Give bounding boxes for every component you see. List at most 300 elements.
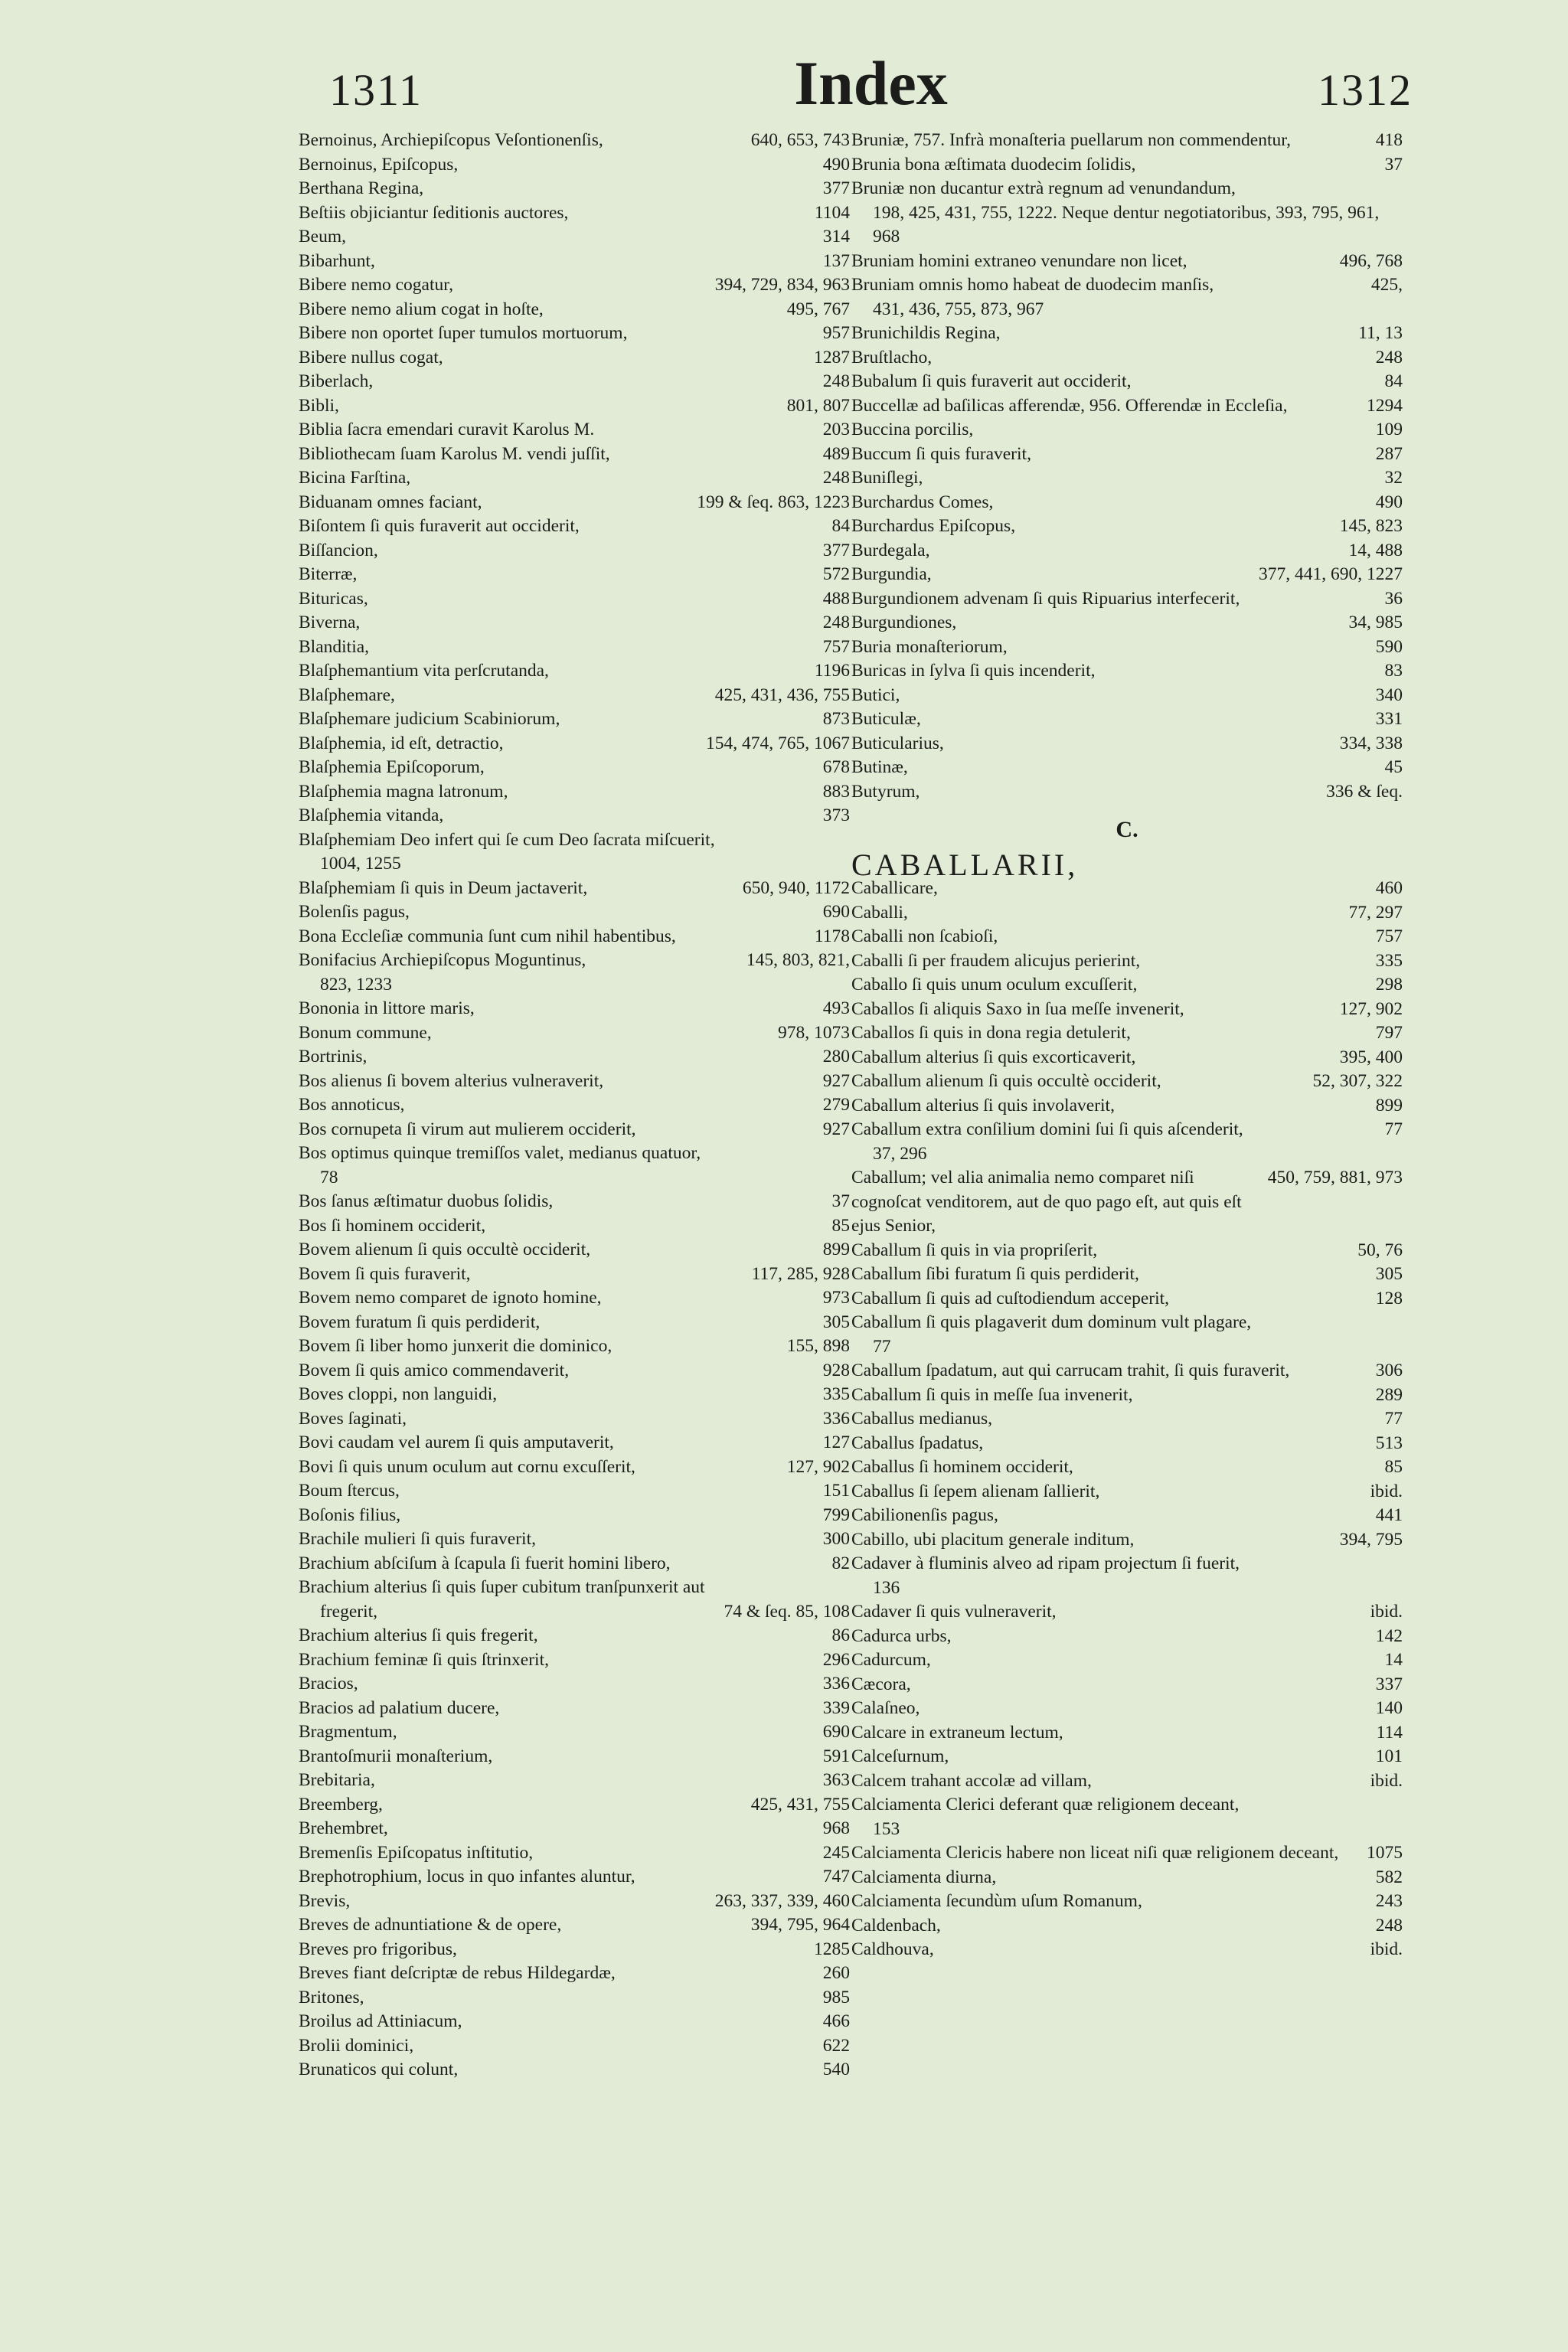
entry-term: Beſtiis objiciantur ſeditionis auctores,	[299, 202, 569, 223]
index-entry	[299, 1720, 850, 1745]
entry-term: Bovem ſi quis amico commendaverit,	[299, 1360, 570, 1380]
entry-pages: 425, 431, 755	[750, 1794, 850, 1815]
entry-pages: 757	[1375, 926, 1403, 946]
entry-pages: ibid.	[1370, 1939, 1403, 1959]
entry-term: Brachium abſciſum à ſcapula ſi fuerit homini libero,	[299, 1553, 671, 1573]
index-entry	[851, 1046, 1403, 1070]
entry-continuation: 77	[873, 1336, 891, 1357]
index-entry	[851, 611, 1403, 635]
index-entry	[299, 443, 850, 467]
entry-pages: 801, 807	[786, 395, 850, 416]
index-entry	[299, 1383, 850, 1407]
index-entry	[299, 273, 850, 298]
index-entry	[851, 1769, 1403, 1794]
entry-term: Biſſancion,	[299, 540, 378, 560]
entry-term: Biblia ſacra emendari curavit Karolus M.	[299, 420, 595, 439]
entry-term: Caballum; vel alia animalia nemo comparet niſi cognoſcat venditorem, aut de quo pago eſt, aut quis eſt ejus Senior,	[851, 1168, 1242, 1236]
entry-term: Cadurca urbs,	[851, 1625, 952, 1646]
entry-term: Butinæ,	[851, 757, 908, 777]
entry-pages: 690	[822, 902, 850, 922]
entry-pages: 77	[1384, 1409, 1403, 1429]
entry-term: Breemberg,	[299, 1794, 383, 1815]
index-entry	[851, 635, 1403, 660]
index-entry	[299, 707, 850, 732]
entry-term: Brephotrophium, locus in quo infantes aluntur,	[299, 1867, 635, 1886]
entry-term: Caballum ſibi furatum ſi quis perdiderit,	[851, 1264, 1139, 1284]
entry-pages: 540	[822, 2060, 850, 2079]
entry-pages: 1104	[814, 202, 850, 223]
entry-term: Cadurcum,	[851, 1650, 931, 1670]
index-entry	[299, 1504, 850, 1528]
entry-pages: 334, 338	[1339, 733, 1403, 753]
index-entry	[851, 346, 1403, 371]
entry-term: Bibere nemo alium cogat in hoſte,	[299, 299, 544, 319]
entry-pages: 883	[822, 781, 850, 802]
entry-pages: 336	[822, 1408, 850, 1429]
index-entry	[299, 1190, 850, 1214]
entry-pages: 280	[822, 1047, 850, 1067]
entry-term: Bernoinus, Archiepiſcopus Veſontionenſis,	[299, 130, 603, 150]
index-entry	[851, 443, 1403, 467]
entry-term: Cadaver ſi quis vulneraverit,	[851, 1602, 1057, 1622]
entry-term: Caballus ſi hominem occiderit,	[851, 1457, 1073, 1477]
index-entry	[299, 828, 850, 877]
entry-pages: 425, 431, 436, 755	[714, 684, 850, 705]
entry-term: Bruniæ, 757. Infrà monaſteria puellarum non commendentur,	[851, 130, 1292, 150]
entry-term: Bos optimus quinque tremiſſos valet, medianus quatuor,	[299, 1143, 701, 1163]
entry-pages: 495, 767	[786, 299, 850, 319]
entry-term: Blaſphemare judicium Scabiniorum,	[299, 709, 560, 729]
entry-pages: 957	[822, 323, 850, 343]
section-heading-c: C.	[1116, 817, 1138, 842]
entry-pages: 418	[1375, 130, 1403, 150]
entry-term: Boves ſaginati,	[299, 1408, 407, 1429]
index-entry	[851, 370, 1403, 394]
entry-pages: 85	[831, 1215, 850, 1236]
entry-term: Biſontem ſi quis furaverit aut occiderit,	[299, 516, 580, 536]
entry-continuation: 823, 1233	[320, 974, 392, 995]
entry-term: Bos ſi hominem occiderit,	[299, 1215, 486, 1236]
index-entry	[299, 177, 850, 201]
index-entry	[299, 418, 850, 443]
index-entry	[851, 1793, 1403, 1841]
entry-term: Bovem alienum ſi quis occultè occiderit,	[299, 1240, 591, 1259]
index-entry	[851, 780, 1403, 805]
entry-pages: 114	[1376, 1722, 1403, 1743]
index-entry	[851, 1600, 1403, 1625]
entry-pages: 34, 985	[1348, 612, 1403, 632]
index-entry	[851, 1263, 1403, 1287]
entry-pages: 306	[1375, 1361, 1403, 1380]
index-entry	[299, 2058, 850, 2082]
entry-pages: 339	[822, 1697, 850, 1718]
entry-pages: 86	[831, 1625, 850, 1645]
entry-pages: 373	[822, 805, 850, 825]
entry-pages: 582	[1375, 1867, 1403, 1887]
index-entry	[851, 1528, 1403, 1553]
index-entry	[299, 298, 850, 322]
entry-term: Bicina Farſtina,	[299, 468, 411, 488]
entry-term: Caldhouva,	[851, 1939, 934, 1959]
entry-term: Blaſphemia, id eſt, detractio,	[299, 733, 504, 753]
entry-pages: 873	[822, 709, 850, 729]
entry-term: Bovem ſi quis furaverit,	[299, 1263, 471, 1284]
entry-term: Calciamenta ſecundùm uſum Romanum,	[851, 1891, 1142, 1911]
page-number-left: 1311	[329, 65, 423, 115]
entry-term: Calciamenta Clerici deferant quæ religionem deceant,	[851, 1795, 1240, 1815]
entry-pages: 591	[822, 1746, 850, 1766]
entry-term: Caballi,	[851, 902, 908, 923]
entry-term: Caballum ſi quis ad cuſtodiendum acceperit,	[851, 1288, 1170, 1308]
left-column	[299, 129, 850, 2082]
index-entry	[299, 877, 850, 901]
index-entry	[851, 1625, 1403, 1649]
entry-term: Bovi caudam vel aurem ſi quis amputaverit,	[299, 1432, 614, 1452]
entry-pages: 968	[822, 1818, 850, 1838]
entry-term: Boſonis filius,	[299, 1504, 401, 1525]
index-entry	[299, 153, 850, 178]
entry-pages: 37	[1384, 154, 1403, 175]
entry-term: Brantoſmurii monaſterium,	[299, 1746, 493, 1766]
entry-term: Cæcora,	[851, 1674, 911, 1694]
index-entry	[299, 539, 850, 564]
index-entry	[851, 901, 1403, 926]
entry-pages: 279	[822, 1095, 850, 1115]
entry-pages: 45	[1384, 757, 1403, 777]
entry-term: Bibliothecam ſuam Karolus M. vendi juſſit,	[299, 443, 610, 464]
entry-continuation: 431, 436, 755, 873, 967	[873, 299, 1044, 319]
index-entry	[299, 1865, 850, 1890]
entry-term: Brunichildis Regina,	[851, 323, 1001, 343]
entry-term: Caballus ſi ſepem alienam ſallierit,	[851, 1481, 1100, 1501]
index-entry	[851, 466, 1403, 491]
entry-pages: 927	[822, 1119, 850, 1139]
entry-pages: 199 & ſeq. 863, 1223	[697, 492, 850, 512]
entry-term: Bonifacius Archiepiſcopus Moguntinus,	[299, 950, 586, 970]
index-entry	[299, 1817, 850, 1841]
index-entry	[851, 1648, 1403, 1673]
entry-term: Breves pro frigoribus,	[299, 1939, 457, 1959]
entry-term: Bruniam homini extraneo venundare non licet,	[851, 250, 1187, 271]
entry-pages: 140	[1375, 1698, 1403, 1718]
index-entry	[851, 539, 1403, 564]
entry-term: Bona Eccleſiæ communia ſunt cum nihil habentibus,	[299, 926, 676, 946]
right-column-c-entries	[851, 877, 1403, 1962]
index-entry	[851, 491, 1403, 515]
index-entry	[299, 1769, 850, 1793]
entry-pages: 14, 488	[1348, 540, 1403, 560]
index-entry	[299, 1913, 850, 1938]
entry-term: Bubalum ſi quis furaverit aut occiderit,	[851, 371, 1132, 391]
entry-pages: 1196	[814, 661, 850, 681]
entry-pages: 978, 1073	[778, 1022, 850, 1043]
entry-pages: 335	[1375, 950, 1403, 971]
page-title: Index	[794, 48, 948, 118]
entry-term: Burgundiones,	[851, 612, 957, 632]
entry-pages: 394, 795	[1339, 1529, 1403, 1550]
entry-term: Calciamenta Clericis habere non liceat niſi quæ religionem deceant,	[851, 1843, 1339, 1863]
index-entry	[851, 1697, 1403, 1721]
entry-pages: 336	[822, 1674, 850, 1694]
index-entry	[299, 1214, 850, 1239]
entry-term: Bonum commune,	[299, 1022, 432, 1043]
entry-term: Brunia bona æſtimata duodecim ſolidis,	[851, 154, 1136, 175]
index-entry	[851, 1239, 1403, 1263]
index-entry	[299, 1793, 850, 1818]
index-entry	[851, 1383, 1403, 1408]
entry-pages: 50, 76	[1357, 1240, 1403, 1260]
entry-term: Brunaticos qui colunt,	[299, 2060, 459, 2079]
entry-pages: 260	[822, 1963, 850, 1983]
index-entry	[851, 1480, 1403, 1504]
index-entry	[299, 1286, 850, 1311]
entry-pages: 314	[822, 227, 850, 247]
entry-term: Caballus medianus,	[851, 1409, 993, 1429]
index-entry	[299, 1021, 850, 1046]
index-entry	[851, 925, 1403, 949]
entry-pages: 11, 13	[1358, 323, 1403, 343]
entry-pages: 799	[822, 1504, 850, 1525]
index-entry	[299, 225, 850, 250]
index-entry	[299, 1624, 850, 1648]
entry-pages: 1178	[814, 926, 850, 946]
entry-term: Bortrinis,	[299, 1047, 368, 1067]
entry-term: Caballus ſpadatus,	[851, 1432, 984, 1453]
entry-term: Calciamenta diurna,	[851, 1867, 997, 1887]
index-entry	[299, 1334, 850, 1359]
entry-pages: 287	[1375, 443, 1403, 464]
entry-pages: 377	[822, 540, 850, 560]
index-entry	[851, 707, 1403, 732]
index-entry	[851, 1745, 1403, 1769]
index-entry	[851, 1721, 1403, 1746]
index-entry	[299, 1311, 850, 1335]
entry-term: Caballum alterius ſi quis involaverit,	[851, 1095, 1115, 1116]
entry-term: Caldenbach,	[851, 1915, 941, 1936]
entry-pages: 466	[822, 2011, 850, 2031]
entry-pages: 490	[1375, 492, 1403, 512]
entry-term: Beum,	[299, 227, 347, 247]
entry-term: Burgundia,	[851, 564, 932, 584]
entry-term: Caballicare,	[851, 878, 938, 898]
index-entry	[851, 1841, 1403, 1866]
entry-pages: 690	[822, 1722, 850, 1742]
entry-term: Burdegala,	[851, 540, 930, 560]
entry-pages: 1075	[1367, 1843, 1403, 1863]
entry-term: Caballum ſi quis plagaverit dum dominum vult plagare,	[851, 1312, 1252, 1332]
index-entry	[299, 129, 850, 153]
entry-term: Biverna,	[299, 612, 361, 632]
entry-pages: 377	[822, 178, 850, 198]
entry-pages: 490	[822, 154, 850, 175]
index-entry	[299, 635, 850, 660]
index-entry	[851, 1311, 1403, 1359]
index-entry	[851, 394, 1403, 419]
entry-pages: 425,	[1370, 275, 1403, 295]
entry-term: Breves fiant deſcriptæ de rebus Hildegardæ,	[299, 1963, 616, 1983]
index-entry	[851, 1432, 1403, 1456]
index-entry	[299, 587, 850, 612]
index-entry	[851, 1552, 1403, 1600]
entry-term: Bracios,	[299, 1674, 358, 1694]
entry-term: Biberlach,	[299, 371, 374, 391]
entry-pages: 155, 898	[786, 1336, 850, 1356]
entry-term: Bibere nemo cogatur,	[299, 275, 453, 295]
entry-term: Burchardus Comes,	[851, 492, 994, 512]
index-entry	[299, 394, 850, 419]
entry-pages: 151	[822, 1481, 850, 1501]
index-entry	[851, 1504, 1403, 1528]
entry-continuation: 136	[873, 1577, 900, 1598]
entry-term: Bibere nullus cogat,	[299, 347, 443, 368]
entry-pages: 127, 902	[786, 1456, 850, 1477]
entry-pages: 337	[1375, 1674, 1403, 1694]
entry-term: Brachium feminæ ſi quis ſtrinxerit,	[299, 1649, 549, 1670]
entry-pages: 128	[1375, 1288, 1403, 1308]
entry-term: Caballum alienum ſi quis occultè occiderit,	[851, 1071, 1161, 1091]
entry-pages: 496, 768	[1339, 250, 1403, 271]
entry-continuation: 37, 296	[873, 1143, 927, 1164]
index-entry	[851, 998, 1403, 1022]
entry-term: Brachium alterius ſi quis fregerit,	[299, 1625, 538, 1645]
entry-pages: 296	[822, 1649, 850, 1670]
index-entry	[299, 514, 850, 539]
entry-pages: ibid.	[1370, 1770, 1403, 1791]
entry-term: Britones,	[299, 1987, 364, 2007]
index-entry	[299, 2010, 850, 2034]
entry-term: Buccellæ ad baſilicas afferendæ, 956. Offerendæ in Eccleſia,	[851, 395, 1288, 416]
entry-term: Buniſlegi,	[851, 468, 923, 488]
entry-term: Bruſtlacho,	[851, 347, 933, 368]
entry-term: Bovi ſi quis unum oculum aut cornu excuſſerit,	[299, 1456, 635, 1477]
index-entry	[851, 418, 1403, 443]
entry-pages: 85	[1384, 1457, 1403, 1477]
entry-pages: 340	[1375, 684, 1403, 705]
entry-pages: 248	[822, 371, 850, 391]
index-entry	[299, 250, 850, 274]
entry-pages: ibid.	[1370, 1602, 1403, 1622]
index-entry	[851, 1407, 1403, 1432]
entry-pages: 336 & ſeq.	[1326, 781, 1403, 802]
page-number-right: 1312	[1318, 65, 1413, 115]
index-entry	[299, 900, 850, 925]
entry-term: Broilus ad Attiniacum,	[299, 2011, 462, 2031]
index-entry	[299, 1841, 850, 1866]
entry-pages: 83	[1384, 661, 1403, 681]
entry-pages: 298	[1375, 975, 1403, 995]
entry-term: Bernoinus, Epiſcopus,	[299, 154, 459, 175]
entry-term: Bituricas,	[299, 588, 368, 609]
entry-term: Caballum ſi quis in meſſe ſua invenerit,	[851, 1384, 1133, 1405]
entry-term: Bos alienus ſi bovem alterius vulneraverit,	[299, 1070, 604, 1091]
entry-term: Caballos ſi quis in dona regia detulerit,	[851, 1023, 1131, 1043]
index-entry	[851, 514, 1403, 539]
index-entry	[851, 732, 1403, 756]
index-entry	[299, 1938, 850, 1962]
entry-term: Buticulæ,	[851, 709, 921, 729]
entry-term: Bruniæ non ducantur extrà regnum ad venundandum,	[851, 178, 1236, 198]
entry-term: Biterræ,	[299, 564, 358, 584]
entry-pages: ibid.	[1370, 1481, 1403, 1501]
entry-term: Calcem trahant accolæ ad villam,	[851, 1770, 1092, 1791]
index-entry	[299, 997, 850, 1021]
entry-pages: 572	[822, 564, 850, 584]
entry-term: Blaſphemare,	[299, 684, 395, 705]
entry-pages: 973	[822, 1288, 850, 1308]
entry-pages: 82	[831, 1553, 850, 1573]
index-entry	[851, 153, 1403, 178]
entry-pages: 77	[1384, 1119, 1403, 1139]
index-entry	[299, 201, 850, 226]
index-entry	[299, 1118, 850, 1142]
entry-term: Brachile mulieri ſi quis furaverit,	[299, 1529, 536, 1549]
index-entry	[299, 756, 850, 780]
entry-term: Caballum ſi quis in via propriſerit,	[851, 1240, 1098, 1260]
index-entry	[851, 659, 1403, 684]
entry-pages: 441	[1375, 1505, 1403, 1525]
entry-pages: 248	[822, 468, 850, 488]
entry-term: Blaſphemia vitanda,	[299, 805, 444, 825]
right-column-b-entries	[851, 129, 1403, 804]
index-entry	[851, 684, 1403, 708]
entry-term: Buccum ſi quis furaverit,	[851, 443, 1031, 464]
entry-term: Biduanam omnes faciant,	[299, 492, 482, 512]
entry-pages: 36	[1384, 588, 1403, 609]
entry-pages: 650, 940, 1172	[742, 877, 850, 898]
entry-term: Caballum extra conſilium domini ſui ſi quis aſcenderit,	[851, 1119, 1243, 1139]
entry-pages: 985	[822, 1987, 850, 2007]
entry-term: Brebitaria,	[299, 1770, 375, 1790]
index-entry	[299, 684, 850, 708]
index-entry	[851, 322, 1403, 346]
index-entry	[299, 1986, 850, 2011]
index-entry	[851, 973, 1403, 998]
entry-term: Bibere non oportet ſuper tumulos mortuorum,	[299, 323, 628, 343]
entry-pages: 145, 823	[1339, 516, 1403, 536]
entry-pages: 394, 729, 834, 963	[714, 275, 850, 295]
index-entry	[299, 732, 850, 756]
index-entry	[299, 1697, 850, 1721]
entry-continuation: fregerit,	[320, 1601, 378, 1622]
index-entry	[299, 1890, 850, 1914]
entry-term: Boum ſtercus,	[299, 1481, 400, 1501]
entry-pages: 335	[822, 1384, 850, 1404]
entry-pages: 84	[831, 516, 850, 536]
entry-term: Breves de adnuntiatione & de opere,	[299, 1915, 562, 1935]
entry-pages: 243	[1375, 1891, 1403, 1911]
entry-pages: 300	[822, 1529, 850, 1549]
entry-term: Butici,	[851, 684, 900, 705]
entry-term: Brehembret,	[299, 1818, 388, 1838]
entry-pages: 488	[822, 588, 850, 609]
entry-term: Cabillo, ubi placitum generale inditum,	[851, 1529, 1135, 1550]
entry-term: Bononia in littore maris,	[299, 998, 475, 1018]
index-entry	[851, 949, 1403, 974]
index-entry	[299, 346, 850, 371]
index-entry	[299, 1672, 850, 1697]
entry-term: Caballum ſpadatum, aut qui carrucam trahit, ſi quis furaverit,	[851, 1361, 1290, 1380]
entry-term: Burgundionem advenam ſi quis Ripuarius interfecerit,	[851, 588, 1240, 609]
index-entry	[851, 1070, 1403, 1094]
entry-pages: 678	[822, 757, 850, 777]
index-entry	[299, 804, 850, 828]
index-entry	[299, 1407, 850, 1432]
entry-term: Bruniam omnis homo habeat de duodecim manſis,	[851, 275, 1214, 295]
entry-term: Bracios ad palatium ducere,	[299, 1697, 500, 1718]
entry-pages: 14	[1384, 1650, 1403, 1670]
entry-pages: 117, 285, 928	[751, 1263, 850, 1284]
entry-pages: 37	[831, 1191, 850, 1211]
